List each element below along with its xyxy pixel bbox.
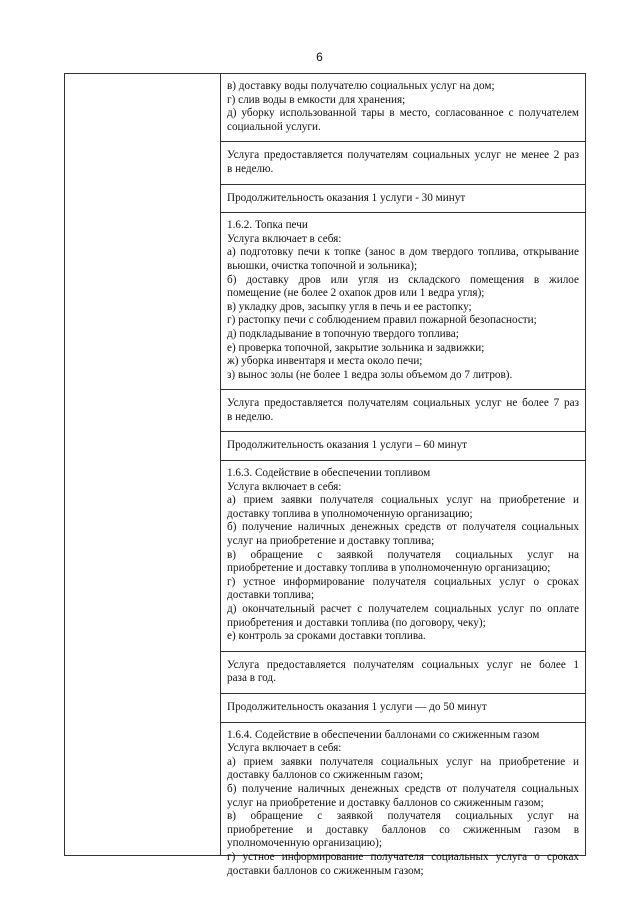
cell-text-line: Услуга включает в себя: xyxy=(227,742,342,755)
cell-text-line: з) вынос золы (не более 1 ведра золы объемом до 7 литров). xyxy=(227,368,513,381)
cell-text-line: д) подкладывание в топочную твердого топлива; xyxy=(227,327,459,340)
cell-text-line: б) получение наличных денежных средств от получателя социальных xyxy=(227,782,579,795)
cell-text-line: доставку топлива в уполномоченную организацию; xyxy=(227,507,473,520)
cell-text-line: в неделю. xyxy=(227,410,274,423)
cell-text-line: вьюшки, очистка топочной и зольника); xyxy=(227,259,418,272)
cell-text-line: а) прием заявки получателя социальных услуг на приобретение и xyxy=(227,494,579,507)
cell-text-line: б) доставку дров или угля из складского помещения в жилое xyxy=(227,273,579,286)
cell-text-line: г) устное информирование получателя социальных услуга о сроках xyxy=(227,850,579,863)
table-cell xyxy=(221,185,585,214)
cell-text-line: услуг на приобретение и доставку баллонов со сжиженным газом; xyxy=(227,796,544,809)
cell-text-line: в неделю. xyxy=(227,162,274,175)
left-column-empty xyxy=(65,74,221,855)
cell-text-line: раза в год. xyxy=(227,672,276,685)
cell-text-line: в) обращение с заявкой получателя социальных услуг на xyxy=(227,810,579,823)
cell-text-line: 1.6.4. Содействие в обеспечении баллонами со сжиженным газом xyxy=(227,728,540,741)
cell-text-line: а) подготовку печи к топке (занос в дом твердого топлива, открывание xyxy=(227,246,579,259)
cell-text-line: социальной услуги. xyxy=(227,120,321,133)
cell-text-line: Продолжительность оказания 1 услуги – 60 минут xyxy=(227,439,468,452)
cell-text-line: г) слив воды в емкости для хранения; xyxy=(227,93,406,106)
cell-text-line: 1.6.2. Топка печи xyxy=(227,219,308,232)
cell-text-line: д) окончательный расчет с получателем социальных услуг по оплате xyxy=(227,603,579,615)
table-cell xyxy=(221,723,585,886)
cell-text-line: б) получение наличных денежных средств от получателя социальных xyxy=(227,521,579,534)
services-table xyxy=(64,73,586,877)
table-cell xyxy=(221,74,585,142)
cell-text-line: г) устное информирование получателя социальных услуг о сроках xyxy=(227,575,579,588)
cell-text-line: в) укладку дров, засыпку угля в печь и ее растопку; xyxy=(227,300,472,313)
cell-text-line: Услуга предоставляется получателям социальных услуг не менее 2 раз xyxy=(227,149,579,162)
cell-text-line: Услуга предоставляется получателям социальных услуг не более 1 xyxy=(227,658,579,671)
cell-text-line: доставки баллонов со сжиженным газом; xyxy=(227,864,424,877)
cell-text-line: Услуга включает в себя: xyxy=(227,232,342,245)
cell-text-line: Услуга включает в себя: xyxy=(227,480,342,493)
table-cell xyxy=(221,652,585,694)
cell-text-line: ж) уборка инвентаря и места около печи; xyxy=(227,355,423,368)
cell-text-line: приобретения и доставки топлива (по договору, чеку); xyxy=(227,616,486,629)
cell-text-line: Услуга предоставляется получателям социальных услуг не более 7 раз xyxy=(227,397,579,410)
page-number: 6 xyxy=(316,50,323,64)
cell-text-line: доставку баллонов со сжиженным газом; xyxy=(227,769,424,782)
cell-text-line: Продолжительность оказания 1 услуги — до 50 минут xyxy=(227,700,487,713)
cell-text-line: уполномоченную организацию); xyxy=(227,837,382,850)
cell-text-line: д) уборку использованной тары в место, согласованное с получателем xyxy=(227,107,579,120)
cell-text-line: услуг на приобретение и доставку топлива; xyxy=(227,535,435,548)
table-cell xyxy=(221,142,585,184)
table-cell xyxy=(221,694,585,723)
cell-text-line: 1.6.3. Содействие в обеспечении топливом xyxy=(227,467,431,480)
cell-text-line: помещение (не более 2 охапок дров или 1 ведра угля); xyxy=(227,287,485,300)
table-cell xyxy=(221,432,585,461)
cell-text-line: доставки топлива; xyxy=(227,589,315,602)
cell-text-line: приобретение и доставку баллонов со сжиженным газом в xyxy=(227,823,579,836)
table-cell xyxy=(221,461,585,652)
cell-text-line: приобретение и доставку топлива в уполномоченную организацию; xyxy=(227,562,551,575)
cell-text-line: г) растопку печи с соблюдением правил пожарной безопасности; xyxy=(227,314,537,327)
cell-text-line: в) доставку воды получателю социальных услуг на дом; xyxy=(227,80,495,92)
cell-text-line: Продолжительность оказания 1 услуги - 30 минут xyxy=(227,191,466,204)
table-cell xyxy=(221,390,585,432)
cell-text-line: в) обращение с заявкой получателя социальных услуг на xyxy=(227,548,579,561)
cell-text-line: е) контроль за сроками доставки топлива. xyxy=(227,630,426,643)
cell-text-line: е) проверка топочной, закрытие зольника и задвижки; xyxy=(227,341,485,354)
cell-text-line: а) прием заявки получателя социальных услуг на приобретение и xyxy=(227,755,579,768)
table-cell xyxy=(221,213,585,390)
service-description-column xyxy=(221,74,585,885)
